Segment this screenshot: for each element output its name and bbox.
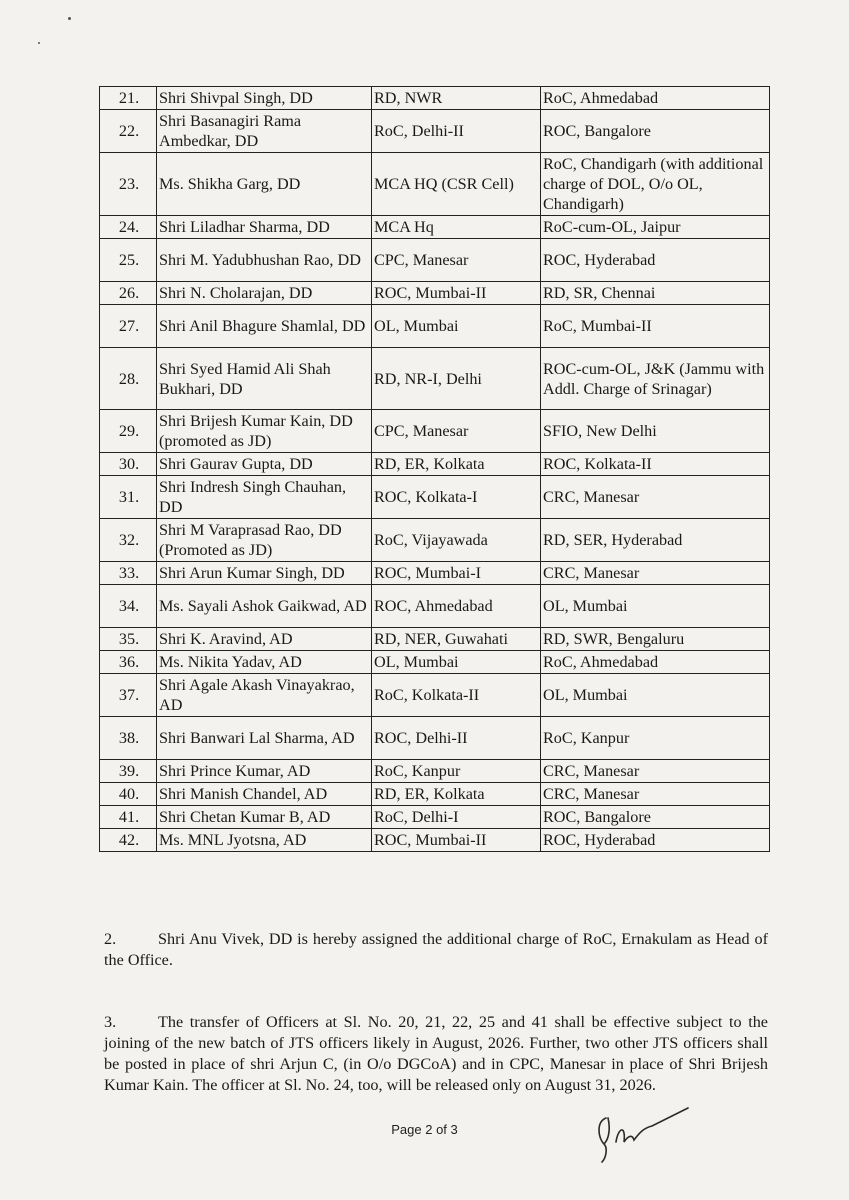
posted-to-cell: RoC-cum-OL, Jaipur [541,216,770,239]
posted-to-cell: RoC, Ahmedabad [541,87,770,110]
posted-to-cell: CRC, Manesar [541,476,770,519]
posted-to-cell: ROC, Hyderabad [541,829,770,852]
posted-from-cell: RD, ER, Kolkata [372,783,541,806]
serial-number-cell: 31. [100,476,157,519]
officer-name-cell: Shri Liladhar Sharma, DD [157,216,372,239]
posted-from-cell: RoC, Delhi-II [372,110,541,153]
serial-number-cell: 37. [100,674,157,717]
table-row [100,717,770,760]
posted-to-cell: RD, SER, Hyderabad [541,519,770,562]
officer-name-cell: Shri Chetan Kumar B, AD [157,806,372,829]
officer-name-cell: Shri N. Cholarajan, DD [157,282,372,305]
posted-from-cell: CPC, Manesar [372,239,541,282]
table-row [100,410,770,453]
table-row [100,348,770,410]
serial-number-cell: 39. [100,760,157,783]
posted-from-cell: RD, NER, Guwahati [372,628,541,651]
posted-to-cell: ROC-cum-OL, J&K (Jammu with Addl. Charge of Srinagar) [541,348,770,410]
table-row [100,110,770,153]
table-row [100,305,770,348]
posted-to-cell: OL, Mumbai [541,585,770,628]
transfer-table-body [100,87,770,852]
table-row [100,651,770,674]
table-row [100,829,770,852]
posted-from-cell: ROC, Kolkata-I [372,476,541,519]
scan-speck [68,17,71,20]
table-row [100,153,770,216]
officer-name-cell: Shri Shivpal Singh, DD [157,87,372,110]
serial-number-cell: 24. [100,216,157,239]
serial-number-cell: 29. [100,410,157,453]
serial-number-cell: 22. [100,110,157,153]
posted-to-cell: ROC, Bangalore [541,806,770,829]
officer-name-cell: Shri Prince Kumar, AD [157,760,372,783]
table-row [100,282,770,305]
posted-from-cell: CPC, Manesar [372,410,541,453]
posted-from-cell: RD, NR-I, Delhi [372,348,541,410]
posted-from-cell: ROC, Ahmedabad [372,585,541,628]
posted-to-cell: RD, SWR, Bengaluru [541,628,770,651]
page-number: Page 2 of 3 [391,1122,458,1137]
officer-name-cell: Shri Indresh Singh Chauhan, DD [157,476,372,519]
posted-to-cell: CRC, Manesar [541,760,770,783]
serial-number-cell: 30. [100,453,157,476]
serial-number-cell: 41. [100,806,157,829]
serial-number-cell: 40. [100,783,157,806]
table-row [100,562,770,585]
paragraph-3 [104,1012,768,1096]
serial-number-cell: 38. [100,717,157,760]
officer-name-cell: Ms. MNL Jyotsna, AD [157,829,372,852]
table-row [100,476,770,519]
posted-to-cell: RoC, Kanpur [541,717,770,760]
table-row [100,453,770,476]
serial-number-cell: 27. [100,305,157,348]
posted-from-cell: RD, ER, Kolkata [372,453,541,476]
table-row [100,806,770,829]
posted-to-cell: RoC, Ahmedabad [541,651,770,674]
posted-to-cell: RoC, Chandigarh (with additional charge of DOL, O/o OL, Chandigarh) [541,153,770,216]
officer-name-cell: Shri M. Yadubhushan Rao, DD [157,239,372,282]
paragraph-text: The transfer of Officers at Sl. No. 20, 21, 22, 25 and 41 shall be effective subject to the joining of the new batch of JTS officers likely in August, 2026. Further, two other JTS officers shall be posted in place of shri Arjun C, (in O/o DGCoA) and in CPC, Manesar in place of Shri Brijesh Kumar Kain. The officer at Sl. No. 24, too, will be released only on August 31, 2026. [104,1013,768,1094]
officer-name-cell: Ms. Shikha Garg, DD [157,153,372,216]
serial-number-cell: 42. [100,829,157,852]
posted-from-cell: OL, Mumbai [372,651,541,674]
officer-name-cell: Shri K. Aravind, AD [157,628,372,651]
posted-from-cell: RoC, Vijayawada [372,519,541,562]
posted-to-cell: OL, Mumbai [541,674,770,717]
signature-mark [588,1098,698,1168]
serial-number-cell: 32. [100,519,157,562]
posted-to-cell: ROC, Bangalore [541,110,770,153]
officer-name-cell: Shri Arun Kumar Singh, DD [157,562,372,585]
officer-name-cell: Shri Anil Bhagure Shamlal, DD [157,305,372,348]
posted-to-cell: RoC, Mumbai-II [541,305,770,348]
officer-name-cell: Shri Basanagiri Rama Ambedkar, DD [157,110,372,153]
officer-name-cell: Shri Brijesh Kumar Kain, DD (promoted as JD) [157,410,372,453]
serial-number-cell: 36. [100,651,157,674]
officer-name-cell: Shri M Varaprasad Rao, DD (Promoted as JD) [157,519,372,562]
officer-name-cell: Shri Agale Akash Vinayakrao, AD [157,674,372,717]
scan-speck [38,42,40,44]
serial-number-cell: 33. [100,562,157,585]
paragraph-number: 3. [104,1013,117,1031]
posted-to-cell: RD, SR, Chennai [541,282,770,305]
table-row [100,760,770,783]
posted-to-cell: CRC, Manesar [541,783,770,806]
table-row [100,239,770,282]
serial-number-cell: 28. [100,348,157,410]
posted-to-cell: ROC, Hyderabad [541,239,770,282]
serial-number-cell: 26. [100,282,157,305]
posted-to-cell: SFIO, New Delhi [541,410,770,453]
serial-number-cell: 21. [100,87,157,110]
posted-from-cell: OL, Mumbai [372,305,541,348]
posted-from-cell: ROC, Mumbai-II [372,282,541,305]
officer-name-cell: Shri Banwari Lal Sharma, AD [157,717,372,760]
officer-name-cell: Ms. Nikita Yadav, AD [157,651,372,674]
officer-name-cell: Ms. Sayali Ashok Gaikwad, AD [157,585,372,628]
posted-from-cell: ROC, Mumbai-II [372,829,541,852]
posted-from-cell: ROC, Mumbai-I [372,562,541,585]
table-row [100,783,770,806]
paragraph-text: Shri Anu Vivek, DD is hereby assigned the additional charge of RoC, Ernakulam as Head of the Office. [104,930,768,969]
table-row [100,628,770,651]
posted-from-cell: ROC, Delhi-II [372,717,541,760]
posted-from-cell: MCA HQ (CSR Cell) [372,153,541,216]
paragraph-number: 2. [104,930,117,948]
transfer-table [99,86,770,852]
posted-to-cell: ROC, Kolkata-II [541,453,770,476]
table-row [100,87,770,110]
posted-from-cell: RoC, Delhi-I [372,806,541,829]
table-row [100,216,770,239]
posted-to-cell: CRC, Manesar [541,562,770,585]
serial-number-cell: 23. [100,153,157,216]
table-row [100,585,770,628]
serial-number-cell: 25. [100,239,157,282]
officer-name-cell: Shri Manish Chandel, AD [157,783,372,806]
posted-from-cell: MCA Hq [372,216,541,239]
officer-name-cell: Shri Gaurav Gupta, DD [157,453,372,476]
serial-number-cell: 34. [100,585,157,628]
officer-name-cell: Shri Syed Hamid Ali Shah Bukhari, DD [157,348,372,410]
posted-from-cell: RoC, Kanpur [372,760,541,783]
posted-from-cell: RoC, Kolkata-II [372,674,541,717]
table-row [100,519,770,562]
serial-number-cell: 35. [100,628,157,651]
paragraph-2 [104,929,768,971]
posted-from-cell: RD, NWR [372,87,541,110]
table-row [100,674,770,717]
